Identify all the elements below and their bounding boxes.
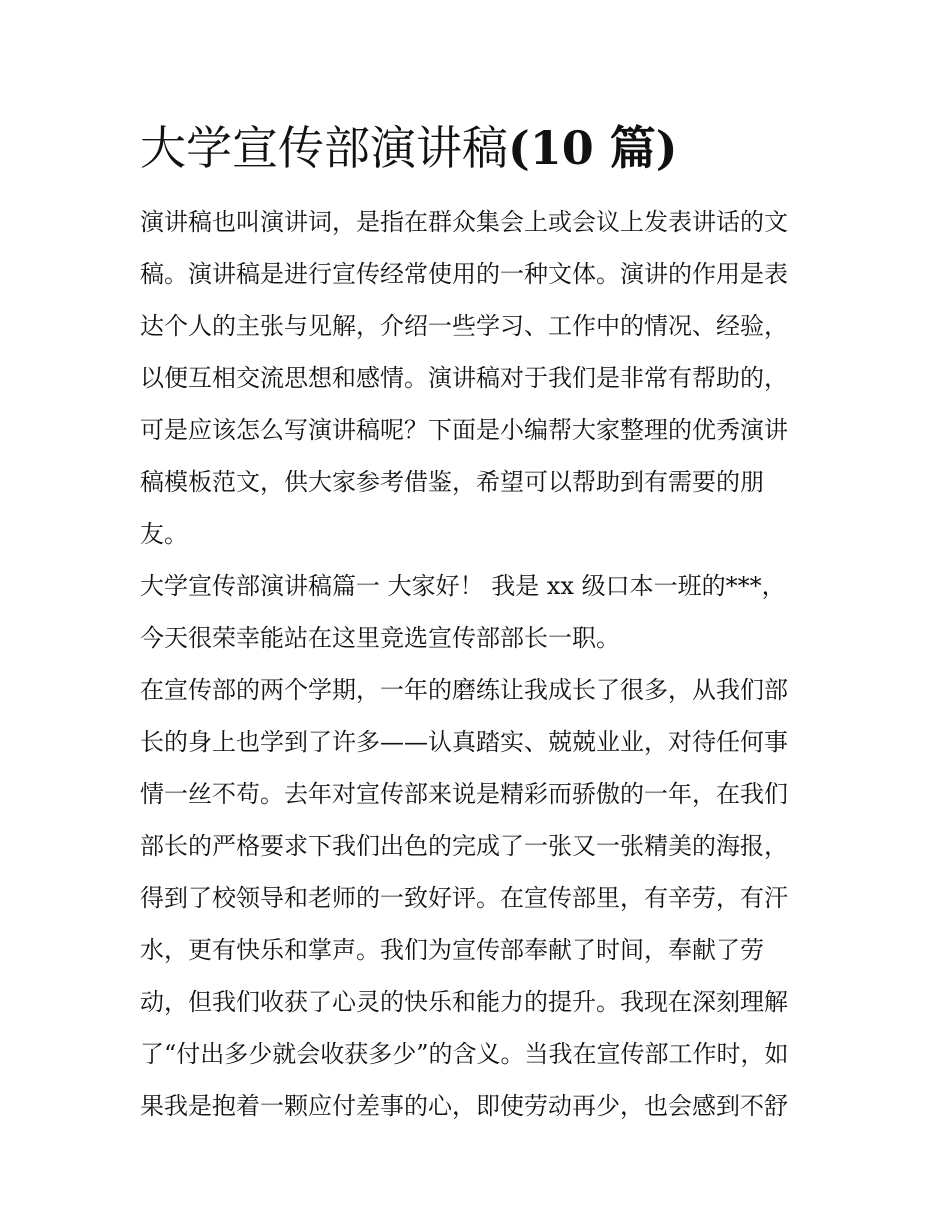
body-line: 情一丝不苟。去年对宣传部来说是精彩而骄傲的一年，在我们 [140, 780, 788, 808]
body-line: 得到了校领导和老师的一致好评。在宣传部里，有辛劳，有汗 [140, 884, 788, 912]
body-line: 果我是抱着一颗应付差事的心，即使劳动再少，也会感到不舒 [140, 1092, 788, 1120]
body-line: 演讲稿也叫演讲词，是指在群众集会上或会议上发表讲话的文 [140, 208, 788, 236]
body-line: 达个人的主张与见解，介绍一些学习、工作中的情况、经验， [140, 312, 788, 340]
body-line: 大学宣传部演讲稿篇一 大家好！ 我是 xx 级口本一班的***， [140, 572, 786, 600]
document-title [140, 120, 840, 176]
title-text: 大学宣传部演讲稿 [140, 121, 508, 175]
body-line: 稿模板范文，供大家参考借鉴，希望可以帮助到有需要的朋 [140, 468, 764, 496]
body-line: 部长的严格要求下我们出色的完成了一张又一张精美的海报， [140, 832, 788, 860]
title-count-end: 篇) [609, 121, 678, 175]
body-line: 动，但我们收获了心灵的快乐和能力的提升。我现在深刻理解 [140, 988, 788, 1016]
body-line: 长的身上也学到了许多——认真踏实、兢兢业业，对待任何事 [140, 728, 788, 756]
document-body [140, 196, 816, 1132]
body-line: 以便互相交流思想和感情。演讲稿对于我们是非常有帮助的， [140, 364, 788, 392]
body-line: 了“付出多少就会收获多少”的含义。当我在宣传部工作时，如 [140, 1040, 789, 1068]
body-line: 可是应该怎么写演讲稿呢？下面是小编帮大家整理的优秀演讲 [140, 416, 788, 444]
body-line: 在宣传部的两个学期，一年的磨练让我成长了很多，从我们部 [140, 676, 788, 704]
body-line: 今天很荣幸能站在这里竞选宣传部部长一职。 [140, 624, 620, 652]
body-line: 友。 [140, 520, 188, 548]
title-count: (10 [508, 121, 610, 175]
body-line: 稿。演讲稿是进行宣传经常使用的一种文体。演讲的作用是表 [140, 260, 788, 288]
body-line: 水，更有快乐和掌声。我们为宣传部奉献了时间，奉献了劳 [140, 936, 764, 964]
